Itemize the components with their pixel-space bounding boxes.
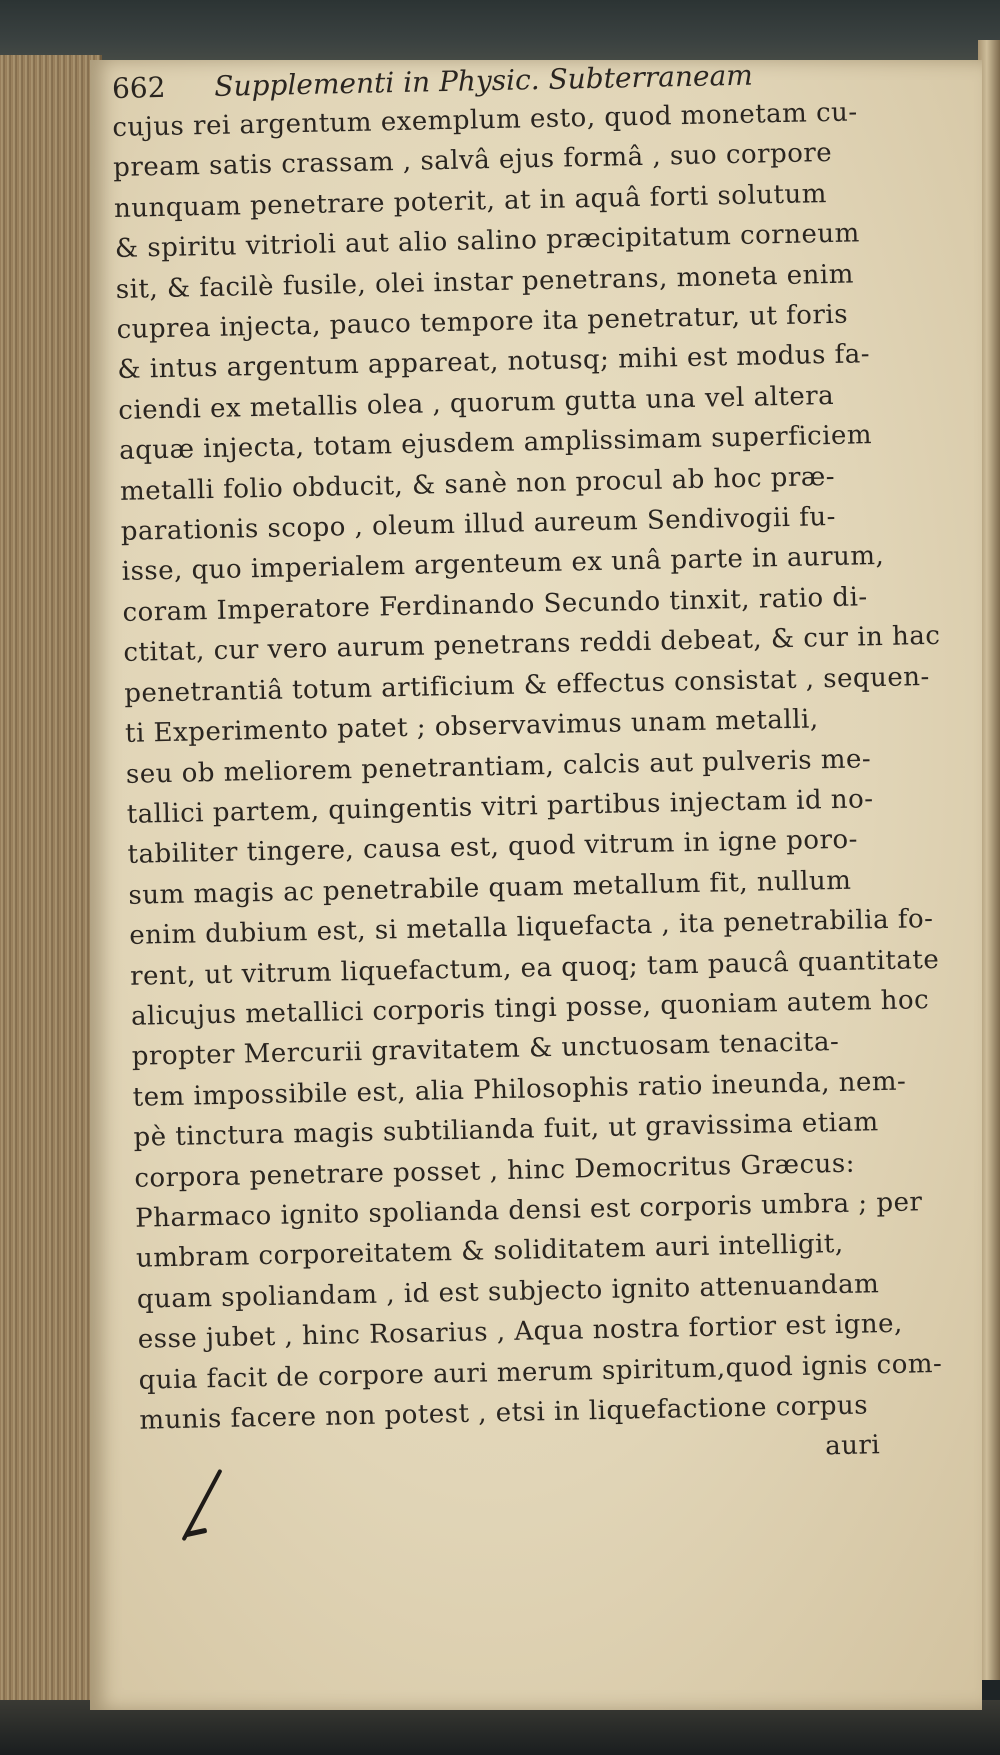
text-line: corpora penetrare posset , hinc Democritus Græcus: xyxy=(134,1148,856,1194)
text-line: quam spoliandam , id est subjecto ignito attenuandam xyxy=(136,1268,880,1315)
text-line: pè tinctura magis subtilianda fuit, ut gravissima etiam xyxy=(133,1107,879,1153)
text-line: propter Mercurii gravitatem & unctuosam tenacita- xyxy=(131,1027,840,1073)
text-line: aquæ injecta, totam ejusdem amplissimam superficiem xyxy=(118,420,873,467)
text-line: ciendi ex metallis olea , quorum gutta una vel altera xyxy=(118,380,835,426)
text-line: sit, & facilè fusile, olei instar penetrans, moneta enim xyxy=(115,259,855,305)
text-line: esse jubet , hinc Rosarius , Aqua nostra fortior est igne, xyxy=(137,1308,904,1355)
text-line: & spiritu vitrioli aut alio salino præcipitatum corneum xyxy=(114,218,860,265)
text-line: pream satis crassam , salvâ ejus formâ , suo corpore xyxy=(112,138,833,184)
body-text xyxy=(112,93,943,1482)
text-line: cuprea injecta, pauco tempore ita penetratur, ut foris xyxy=(116,299,849,345)
text-line: umbram corporeitatem & soliditatem auri intelligit, xyxy=(135,1229,844,1275)
text-line: sum magis ac penetrabile quam metallum fit, nullum xyxy=(128,865,852,911)
text-line: tabiliter tingere, causa est, quod vitrum in igne poro- xyxy=(127,824,859,871)
text-line: seu ob meliorem penetrantiam, calcis aut pulveris me- xyxy=(125,743,872,790)
text-line: coram Imperatore Ferdinando Secundo tinxit, ratio di- xyxy=(122,582,868,628)
text-line: isse, quo imperialem argenteum ex unâ parte in aurum, xyxy=(121,541,885,588)
text-line: ctitat, cur vero aurum penetrans reddi debeat, & cur in hac xyxy=(123,621,941,669)
text-line: munis facere non potest , etsi in liquefactione corpus xyxy=(139,1390,869,1436)
text-line: ti Experimento patet ; observavimus unam metalli, xyxy=(124,704,819,749)
text-line: auri xyxy=(824,1430,881,1462)
text-line: cujus rei argentum exemplum esto, quod monetam cu- xyxy=(112,97,858,143)
text-line: Pharmaco ignito spolianda densi est corporis umbra ; per xyxy=(134,1187,923,1234)
running-title: Supplementi in Physic. Subterraneam xyxy=(213,58,754,103)
text-line: rent, ut vitrum liquefactum, ea quoq; tam paucâ quantitate xyxy=(129,944,940,992)
text-line: enim dubium est, si metalla liquefacta , ita penetrabilia fo- xyxy=(129,904,934,951)
text-line: tem impossibile est, alia Philosophis ratio ineunda, nem- xyxy=(132,1066,907,1113)
book-page-edges-left xyxy=(0,55,102,1710)
text-line: quia facit de corpore auri merum spiritum,quod ignis com- xyxy=(138,1348,943,1396)
text-line: nunquam penetrare poterit, at in aquâ forti solutum xyxy=(113,178,828,224)
text-line: tallici partem, quingentis vitri partibus injectam id no- xyxy=(126,784,874,830)
text-line: parationis scopo , oleum illud aureum Sendivogii fu- xyxy=(120,501,837,547)
text-line: penetrantiâ totum artificium & effectus consistat , sequen- xyxy=(123,661,931,709)
text-line: & intus argentum appareat, notusq; mihi est modus fa- xyxy=(117,339,871,386)
text-line: metalli folio obducit, & sanè non procul ab hoc præ- xyxy=(119,461,836,507)
text-line: alicujus metallici corporis tingi posse, quoniam autem hoc xyxy=(130,985,930,1032)
page-number: 662 xyxy=(111,70,166,105)
